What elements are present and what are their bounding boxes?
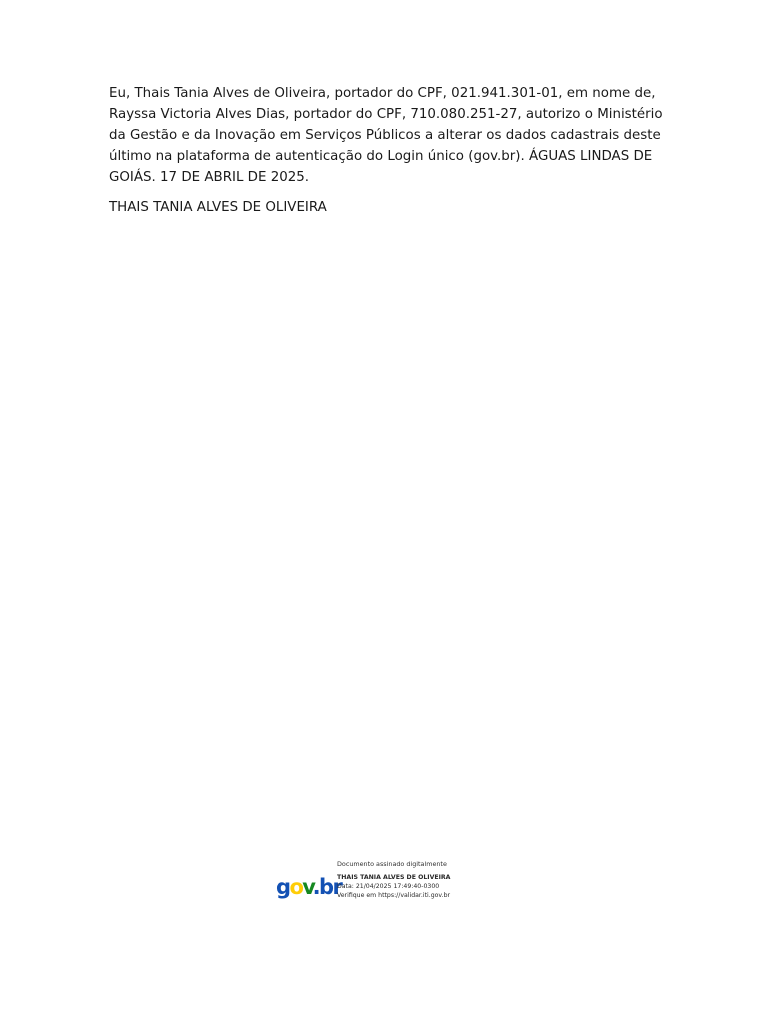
- stamp-details: [337, 860, 487, 900]
- digital-signature-stamp: [276, 860, 476, 908]
- authorization-paragraph: Eu, Thais Tania Alves de Oliveira, portador do CPF, 021.941.301-01, em nome de, Rayssa Victoria Alves Dias, portador do CPF, 710.080.251-27, autorizo o Ministério da Gestão e da Inovação em Serviços Públicos a alterar os dados cadastrais deste último na plataforma de autenticação do Login único (gov.br). ÁGUAS LINDAS DE GOIÁS. 17 DE ABRIL DE 2025.: [109, 86, 663, 185]
- svg-text:gov.br: gov.br: [276, 875, 342, 899]
- govbr-logo: [276, 872, 342, 900]
- stamp-title: Documento assinado digitalmente: [337, 860, 447, 868]
- signer-name: THAIS TANIA ALVES DE OLIVEIRA: [109, 200, 327, 215]
- stamp-date: Data: 21/04/2025 17:49:40-0300: [337, 883, 440, 890]
- stamp-verify-link: Verifique em https://validar.iti.gov.br: [337, 892, 451, 899]
- stamp-signer-name: THAIS TANIA ALVES DE OLIVEIRA: [337, 874, 451, 881]
